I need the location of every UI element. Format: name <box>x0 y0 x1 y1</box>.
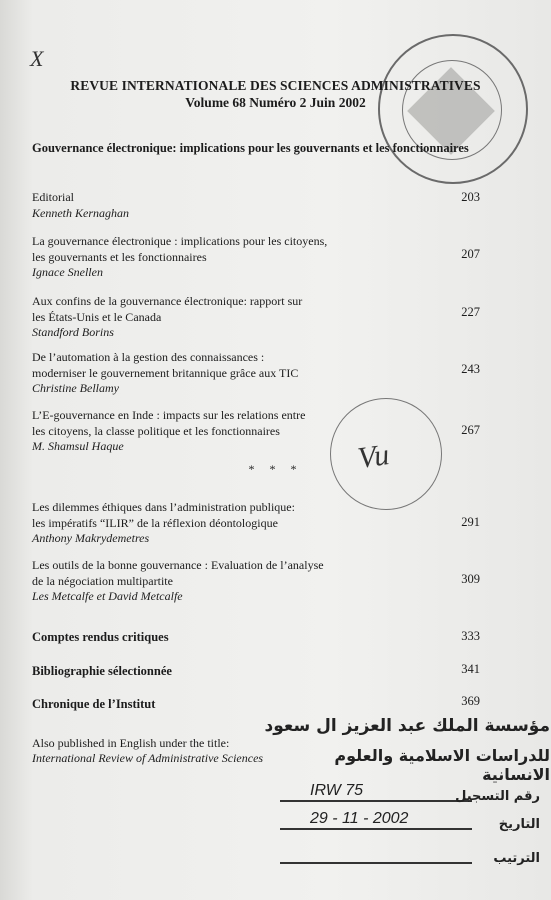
entry-title-line: De l’automation à la gestion des connaissances : <box>32 350 265 364</box>
entry-title-line: L’E-gouvernance en Inde : impacts sur les relations entre <box>32 408 306 422</box>
journal-issue: Volume 68 Numéro 2 Juin 2002 <box>185 95 366 110</box>
entry-page-number: 291 <box>461 515 480 529</box>
entry-page-number: 267 <box>461 423 480 437</box>
toc-entry-chronicle: Chronique de l’Institut <box>32 697 156 711</box>
registration-underline <box>280 862 472 864</box>
registration-order-row <box>280 844 540 866</box>
entry-author: Kenneth Kernaghan <box>32 205 129 220</box>
entry-page-number: 341 <box>461 662 480 676</box>
entry-title-line: Les outils de la bonne gouvernance : Evaluation de l’analyse <box>32 558 324 572</box>
handwritten-mark: X <box>30 46 44 71</box>
toc-entry <box>32 190 472 221</box>
english-title: International Review of Administrative Sciences <box>32 751 264 765</box>
english-note-line: Also published in English under the title: <box>32 736 230 750</box>
entry-author: Les Metcalfe et David Metcalfe <box>32 589 183 603</box>
journal-title: REVUE INTERNATIONALE DES SCIENCES ADMINISTRATIVES <box>70 78 481 93</box>
entry-author: Standford Borins <box>32 325 114 339</box>
section-separator: * * * <box>248 462 303 476</box>
entry-page-number: 309 <box>461 572 480 586</box>
toc-entry <box>32 350 472 397</box>
entry-title-line: moderniser le gouvernement britannique grâce aux TIC <box>32 365 299 380</box>
registration-underline <box>280 800 472 802</box>
toc-entry-bibliography: Bibliographie sélectionnée <box>32 664 172 678</box>
entry-page-number: 227 <box>461 305 480 319</box>
entry-author: Ignace Snellen <box>32 265 103 279</box>
entry-title-line: les États-Unis et le Canada <box>32 309 162 324</box>
registration-order-label: الترتيب <box>493 851 540 866</box>
entry-title-line: les impératifs “ILIR” de la réflexion déontologique <box>32 515 278 530</box>
entry-page-number: 333 <box>461 629 480 643</box>
entry-title-line: les gouvernants et les fonctionnaires <box>32 249 207 264</box>
entry-page-number: 203 <box>461 190 480 204</box>
toc-entry <box>32 500 472 547</box>
entry-page-number: 243 <box>461 362 480 376</box>
toc-entry-reviews: Comptes rendus critiques <box>32 630 169 644</box>
arabic-institution-subtitle: للدراسات الاسلامية والعلوم الانسانية <box>334 746 550 784</box>
entry-author: Christine Bellamy <box>32 381 119 395</box>
registration-number: IRW 75 <box>310 782 364 799</box>
registration-underline <box>280 828 472 830</box>
registration-date-label: التاريخ <box>498 817 540 832</box>
registration-number-label: رقم التسجيل <box>455 789 540 804</box>
entry-page-number: 369 <box>461 694 480 708</box>
english-edition-note <box>32 736 263 766</box>
toc-entry <box>32 558 472 605</box>
entry-title-line: La gouvernance électronique : implications pour les citoyens, <box>32 234 328 248</box>
handwritten-initials: Vu <box>355 438 392 476</box>
toc-entry <box>32 294 472 341</box>
section-heading: Gouvernance électronique: implications pour les gouvernants et les fonctionnaires <box>32 141 469 155</box>
entry-title-line: Aux confins de la gouvernance électronique: rapport sur <box>32 294 303 308</box>
entry-author: Anthony Makrydemetres <box>32 531 150 545</box>
entry-title-line: les citoyens, la classe politique et les fonctionnaires <box>32 423 280 438</box>
entry-title-line: Les dilemmes éthiques dans l’administration publique: <box>32 500 295 514</box>
entry-title: Editorial <box>32 190 74 204</box>
toc-entry <box>32 234 472 281</box>
entry-page-number: 207 <box>461 247 480 261</box>
registration-date: 29 - 11 - 2002 <box>310 810 409 827</box>
entry-title-line: de la négociation multipartite <box>32 573 173 588</box>
arabic-institution-name: مؤسسة الملك عبد العزيز ال سعود <box>264 716 550 736</box>
registration-number-row <box>280 782 540 804</box>
entry-author: M. Shamsul Haque <box>32 439 124 453</box>
registration-date-row <box>280 810 540 832</box>
